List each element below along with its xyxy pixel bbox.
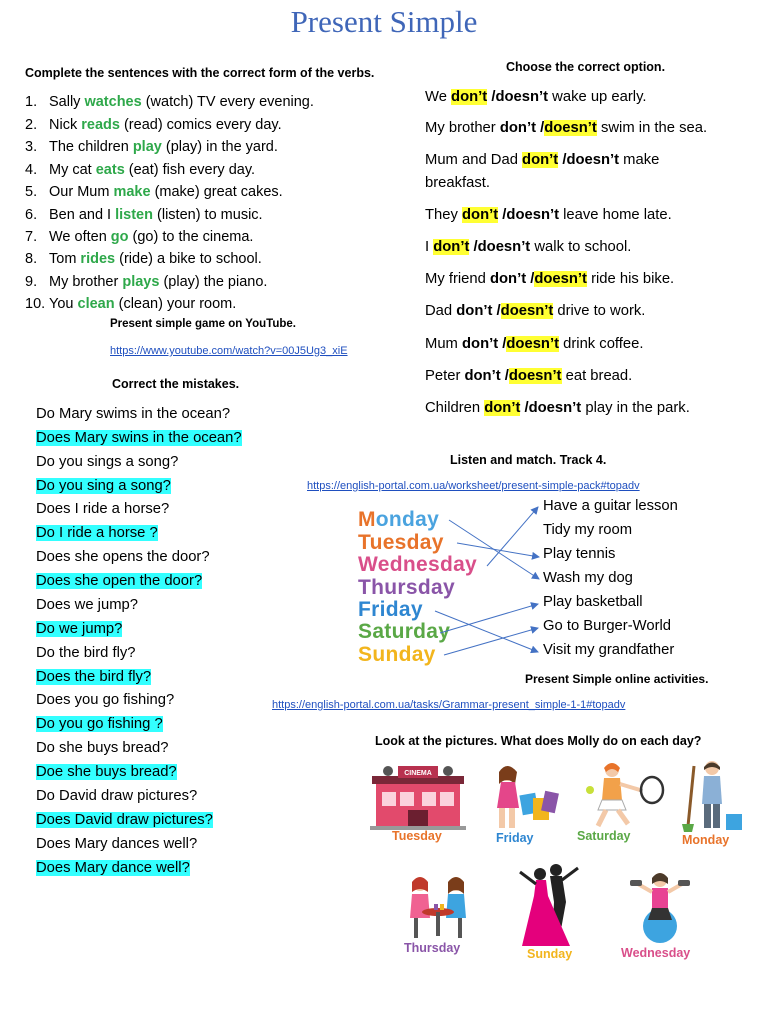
day-saturday[interactable]: Saturday (358, 620, 451, 643)
ex3-corrected: Do you go fishing ? (36, 716, 163, 732)
ex1-item: 3. The children play (play) in the yard. (25, 139, 278, 155)
ex1-item: 8. Tom rides (ride) a bike to school. (25, 251, 262, 267)
match-line (444, 628, 538, 655)
ex1-item: 1. Sally watches (watch) TV every evening. (25, 94, 314, 110)
activity-item[interactable]: Have a guitar lesson (543, 498, 678, 514)
ex3-wrong: Does she opens the door? (36, 549, 210, 565)
option-dont[interactable]: don’t (456, 303, 493, 319)
option-dont[interactable]: don’t (484, 400, 521, 416)
ex3-wrong: Do you sings a song? (36, 454, 179, 470)
day-thursday[interactable]: Thursday (358, 576, 455, 599)
picture-label: Tuesday (392, 829, 442, 843)
ex5-heading: Look at the pictures. What does Molly do on each day? (375, 734, 702, 748)
option-dont[interactable]: don’t (489, 271, 527, 287)
ex2-item: Mum don’t /doesn’t drink coffee. (425, 336, 644, 352)
answer: go (110, 229, 129, 245)
day-wednesday[interactable]: Wednesday (358, 553, 478, 576)
worksheet-link[interactable]: https://english-portal.com.ua/worksheet/present-simple-pack#topadv (307, 480, 640, 492)
ex3-corrected: Does the bird fly? (36, 669, 152, 685)
picture-label: Saturday (577, 829, 631, 843)
day-friday[interactable]: Friday (358, 598, 423, 621)
ex2-item: We don’t /doesn’t wake up early. (425, 89, 647, 105)
ex1-item: 2. Nick reads (read) comics every day. (25, 117, 282, 133)
activity-item[interactable]: Visit my grandfather (543, 642, 675, 658)
option-doesnt[interactable]: doesn’t (508, 368, 562, 384)
option-dont[interactable]: don’t (462, 336, 499, 352)
ex3-corrected: Do I ride a horse ? (36, 525, 158, 541)
day-sunday[interactable]: Sunday (358, 643, 436, 666)
match-line (457, 543, 539, 557)
fitness-icon (624, 870, 696, 946)
ex1-item: 4. My cat eats (eat) fish every day. (25, 162, 256, 178)
ex2-item: My friend don’t /doesn’t ride his bike. (425, 271, 675, 287)
match-line (487, 507, 538, 566)
ex3-wrong: Do she buys bread? (36, 740, 169, 756)
cleaning-icon (680, 758, 744, 834)
answer: make (113, 184, 151, 200)
ex3-wrong: Does I ride a horse? (36, 501, 170, 517)
option-dont[interactable]: don’t (451, 89, 488, 105)
ex2-heading: Choose the correct option. (506, 60, 666, 74)
activity-item[interactable]: Play basketball (543, 594, 643, 610)
answer: clean (77, 296, 115, 312)
ex2-item: Peter don’t /doesn’t eat bread. (425, 368, 633, 384)
game-label: Present simple game on YouTube. (110, 318, 296, 330)
answer: watches (84, 94, 142, 110)
ex4-heading: Listen and match. Track 4. (450, 453, 607, 467)
activity-item[interactable]: Go to Burger-World (543, 618, 672, 634)
ex1-item: 9. My brother plays (play) the piano. (25, 274, 268, 290)
ex2-item: They don’t /doesn’t leave home late. (425, 207, 672, 223)
option-doesnt[interactable]: doesn’t (500, 303, 554, 319)
option-dont[interactable]: don’t (433, 239, 470, 255)
option-doesnt[interactable]: doesn’t (495, 89, 549, 105)
online-label: Present Simple online activities. (525, 672, 709, 686)
answer: rides (80, 251, 116, 267)
option-doesnt[interactable]: doesn’t (534, 271, 587, 287)
ex2-item: Children don’t /doesn’t play in the park. (425, 400, 690, 416)
cinema-sign: CINEMA (404, 770, 432, 777)
option-dont[interactable]: don’t (499, 120, 536, 136)
ex3-wrong: Do David draw pictures? (36, 788, 198, 804)
option-doesnt[interactable]: doesn’t (566, 152, 620, 168)
answer: eats (95, 162, 125, 178)
ex3-wrong: Do Mary swims in the ocean? (36, 406, 231, 422)
day-monday[interactable]: Monday (358, 508, 440, 531)
ex3-corrected: Does Mary swins in the ocean? (36, 430, 242, 446)
picture-label: Friday (496, 831, 534, 845)
ex3-corrected: Do we jump? (36, 621, 123, 637)
option-doesnt[interactable]: doesn’t (506, 336, 560, 352)
dancing-icon (512, 862, 588, 948)
picture-label: Wednesday (621, 946, 691, 960)
ex1-heading: Complete the sentences with the correct form of the verbs. (25, 66, 375, 80)
ex3-wrong: Does you go fishing? (36, 692, 175, 708)
option-dont[interactable]: don’t (464, 368, 501, 384)
ex2-item: Dad don’t /doesn’t drive to work. (425, 303, 646, 319)
picture-label: Thursday (404, 941, 461, 955)
online-link[interactable]: https://english-portal.com.ua/tasks/Grammar-present_simple-1-1#topadv (272, 699, 626, 711)
ex3-heading: Correct the mistakes. (112, 377, 240, 391)
option-doesnt[interactable]: doesn’t (528, 400, 582, 416)
ex1-item: 6. Ben and I listen (listen) to music. (25, 207, 263, 223)
ex2-item: Mum and Dad don’t /doesn’t make (425, 152, 660, 168)
answer: plays (122, 274, 160, 290)
activity-item[interactable]: Play tennis (543, 546, 616, 562)
ex3-wrong: Do the bird fly? (36, 645, 136, 661)
cafe-icon (406, 872, 470, 942)
option-dont[interactable]: don’t (522, 152, 559, 168)
ex1-item: 7. We often go (go) to the cinema. (25, 229, 254, 245)
ex3-corrected: Do you sing a song? (36, 478, 171, 494)
answer: reads (81, 117, 120, 133)
option-doesnt[interactable]: doesn’t (506, 207, 560, 223)
answer: play (132, 139, 162, 155)
ex2-item: I don’t /doesn’t walk to school. (425, 239, 632, 255)
cinema-icon (370, 762, 466, 832)
ex1-item: 5. Our Mum make (make) great cakes. (25, 184, 283, 200)
shopping-icon (487, 764, 561, 832)
ex3-corrected: Does David draw pictures? (36, 812, 213, 828)
ex2-item-continuation: breakfast. (425, 175, 490, 191)
ex3-wrong: Does we jump? (36, 597, 138, 613)
day-tuesday[interactable]: Tuesday (358, 531, 444, 554)
match-line (435, 611, 538, 652)
page-title: Present Simple (290, 4, 478, 39)
ex3-corrected: Does she open the door? (36, 573, 203, 589)
option-dont[interactable]: don’t (462, 207, 499, 223)
answer: listen (115, 207, 153, 223)
ex3-wrong: Does Mary dances well? (36, 836, 198, 852)
ex3-corrected: Does Mary dance well? (36, 860, 190, 876)
option-doesnt[interactable]: doesn’t (477, 239, 531, 255)
activity-item[interactable]: Wash my dog (543, 570, 633, 586)
youtube-link[interactable]: https://www.youtube.com/watch?v=00J5Ug3_xiE (110, 345, 348, 357)
tennis-icon (582, 760, 668, 830)
activity-item[interactable]: Tidy my room (543, 522, 633, 538)
ex3-corrected: Doe she buys bread? (36, 764, 177, 780)
picture-label: Sunday (527, 947, 573, 961)
ex1-item: 10. You clean (clean) your room. (25, 296, 237, 312)
ex2-item: My brother don’t /doesn’t swim in the sea. (425, 120, 708, 136)
picture-label: Monday (682, 833, 730, 847)
option-doesnt[interactable]: doesn’t (544, 120, 597, 136)
